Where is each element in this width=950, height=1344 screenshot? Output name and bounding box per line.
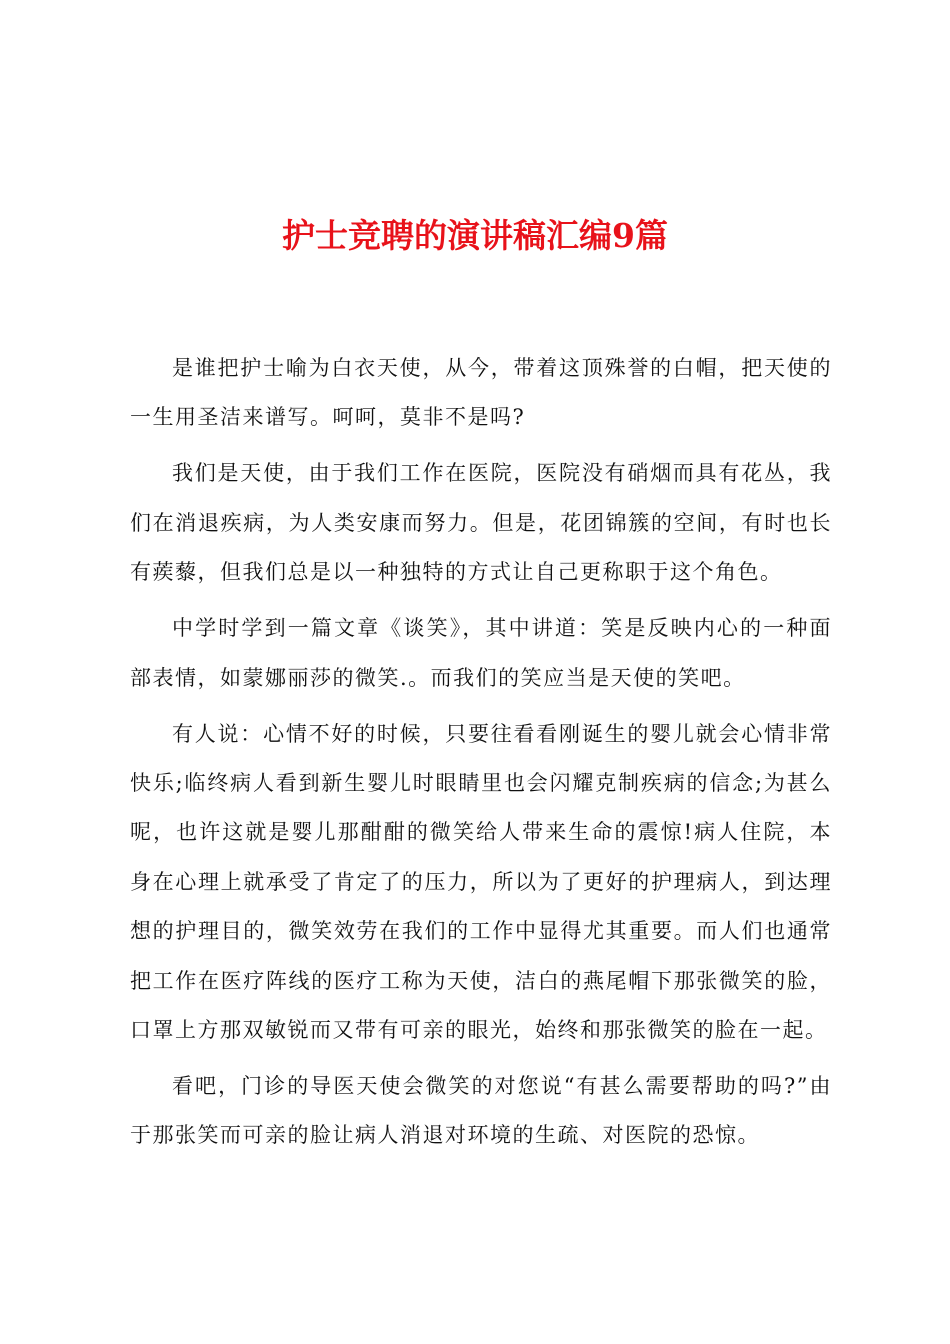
paragraph: 有人说：心情不好的时候，只要往看看刚诞生的婴儿就会心情非常快乐;临终病人看到新生婴儿时眼睛里也会闪耀克制疾病的信念;为甚么呢，也许这就是婴儿那酣酣的微笑给人带来生命的震惊!病人住院，本身在心理上就承受了肯定了的压力，所以为了更好的护理病人，到达理想的护理目的，微笑效劳在我们的工作中显得尤其重要。而人们也通常把工作在医疗阵线的医疗工称为天使，洁白的燕尾帽下那张微笑的脸，口罩上方那双敏锐而又带有可亲的眼光，始终和那张微笑的脸在一起。	[130, 721, 832, 1043]
document-title: 护士竞聘的演讲稿汇编9篇	[282, 216, 668, 255]
paragraph: 是谁把护士喻为白衣天使，从今，带着这顶殊誉的白帽，把天使的一生用圣洁来谱写。呵呵，莫非不是吗?	[130, 356, 832, 430]
paragraph: 看吧，门诊的导医天使会微笑的对您说“有甚么需要帮助的吗?”由于那张笑而可亲的脸让病人消退对环境的生疏、对医院的恐惊。	[130, 1074, 832, 1148]
paragraph: 中学时学到一篇文章《谈笑》，其中讲道：笑是反映内心的一种面部表情，如蒙娜丽莎的微笑.。而我们的笑应当是天使的笑吧。	[130, 616, 832, 690]
paragraph: 我们是天使，由于我们工作在医院，医院没有硝烟而具有花丛，我们在消退疾病，为人类安康而努力。但是，花团锦簇的空间，有时也长有蒺藜，但我们总是以一种独特的方式让自己更称职于这个角色。	[130, 461, 832, 585]
document-body	[130, 344, 832, 1161]
